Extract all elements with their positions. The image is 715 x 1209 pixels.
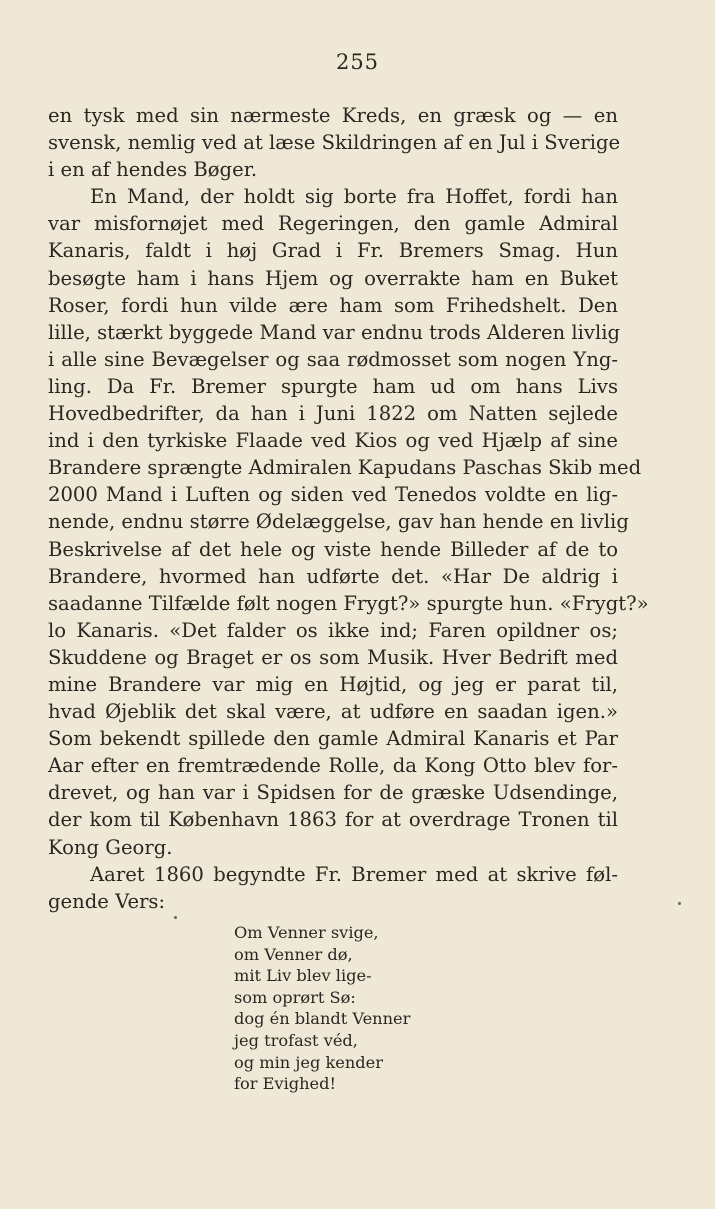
text-line: Som bekendt spillede den gamle Admiral Kanaris et Par: [48, 727, 618, 751]
text-line: Kanaris, faldt i høj Grad i Fr. Bremers Smag. Hun: [48, 239, 618, 263]
text-line: besøgte ham i hans Hjem og overrakte ham en Buket: [48, 266, 618, 290]
text-line: Aar efter en fremtrædende Rolle, da Kong Otto blev for-: [48, 754, 618, 778]
text-line: Kong Georg.: [48, 835, 173, 859]
text-line: Beskrivelse af det hele og viste hende Billeder af de to: [48, 537, 618, 561]
text-line: drevet, og han var i Spidsen for de græske Udsendinge,: [48, 781, 618, 805]
poem-line: om Venner dø,: [234, 944, 353, 964]
paper-speck: [174, 916, 177, 919]
text-line: nende, endnu større Ødelæggelse, gav han hende en livlig: [48, 510, 629, 534]
text-line: Hovedbedrifter, da han i Juni 1822 om Natten sejlede: [48, 402, 618, 426]
text-line: Brandere sprængte Admiralen Kapudans Paschas Skib med: [48, 456, 642, 480]
text-line: ind i den tyrkiske Flaade ved Kios og ved Hjælp af sine: [48, 429, 618, 453]
poem-line: dog én blandt Venner: [234, 1009, 411, 1029]
text-line: i en af hendes Bøger.: [48, 158, 258, 182]
poem-line: jeg trofast véd,: [234, 1030, 358, 1050]
text-line: svensk, nemlig ved at læse Skildringen af en Jul i Sverige: [48, 131, 621, 155]
text-line: en tysk med sin nærmeste Kreds, en græsk og — en: [48, 104, 618, 127]
text-line: Roser, fordi hun vilde ære ham som Frihedshelt. Den: [48, 293, 618, 317]
poem: [234, 922, 410, 1095]
text-line: Skuddene og Braget er os som Musik. Hver Bedrift med: [48, 645, 618, 669]
body-text: [48, 102, 649, 915]
text-line: hvad Øjeblik det skal være, at udføre en saadan igen.»: [48, 700, 618, 724]
text-line: 2000 Mand i Luften og siden ved Tenedos voldte en lig-: [48, 483, 618, 507]
text-line: lo Kanaris. «Det falder os ikke ind; Faren opildner os;: [48, 618, 618, 642]
poem-line: mit Liv blev lige-: [234, 966, 372, 986]
text-line: lille, stærkt byggede Mand var endnu trods Alderen livlig: [48, 320, 621, 344]
poem-line: og min jeg kender: [234, 1052, 383, 1072]
text-line: mine Brandere var mig en Højtid, og jeg er parat til,: [48, 672, 618, 696]
page-number: 255: [335, 50, 380, 74]
poem-line: for Evighed!: [234, 1074, 336, 1094]
text-line: Brandere, hvormed han udførte det. «Har De aldrig i: [48, 564, 618, 588]
text-line: En Mand, der holdt sig borte fra Hoffet, fordi han: [90, 185, 618, 209]
paper-speck: [678, 902, 681, 905]
text-line: gende Vers:: [48, 889, 166, 913]
text-line: ling. Da Fr. Bremer spurgte ham ud om hans Livs: [48, 374, 618, 398]
poem-line: Om Venner svige,: [234, 923, 379, 942]
text-line: saadanne Tilfælde følt nogen Frygt?» spurgte hun. «Frygt?»: [48, 591, 649, 615]
text-line: Aaret 1860 begyndte Fr. Bremer med at skrive føl-: [90, 862, 618, 886]
text-line: i alle sine Bevægelser og saa rødmosset som nogen Yng-: [48, 347, 618, 371]
poem-line: som oprørt Sø:: [234, 987, 356, 1007]
text-line: var misfornøjet med Regeringen, den gamle Admiral: [48, 212, 618, 236]
text-line: der kom til København 1863 for at overdrage Tronen til: [48, 808, 618, 832]
